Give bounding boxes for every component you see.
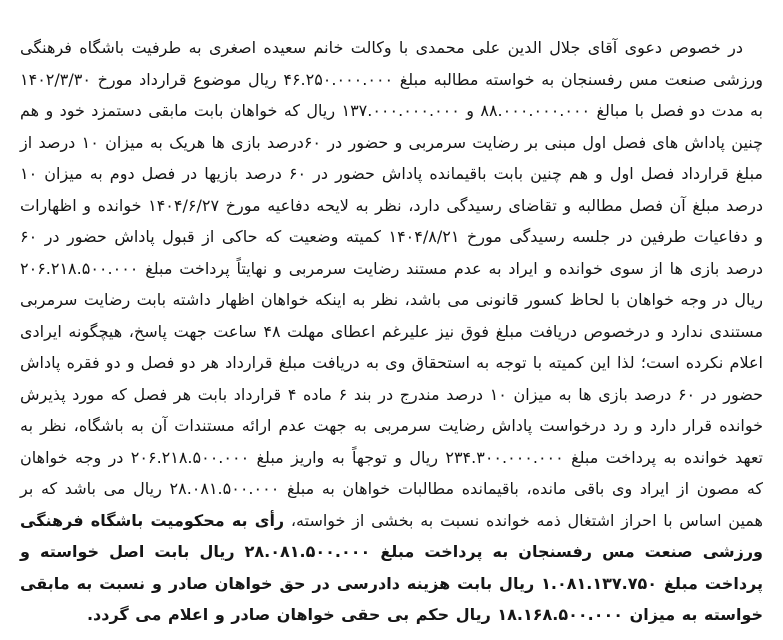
ruling-verdict-text: رأی به محکومیت باشگاه فرهنگی ورزشی صنعت مس رفسنجان به پرداخت مبلغ ۲۸.۰۸۱.۵۰۰.۰۰۰ ریال بابت اصل خواسته و پرداخت مبلغ ۱.۰۸۱.۱۳۷.۷۵۰ ریال بابت هزینه دادرسی در حق خواهان صادر و نسبت به مابقی خواسته به میزان ۱۸.۱۶۸.۵۰۰.۰۰۰ ریال حکم بی حقی خواهان صادر و اعلام می گردد. (20, 510, 763, 624)
ruling-body-text: در خصوص دعوی آقای جلال الدین علی محمدی با وکالت خانم سعیده اصغری به طرفیت باشگاه فرهنگی ورزشی صنعت مس رفسنجان به خواسته مطالبه مبلغ ۴۶.۲۵۰.۰۰۰.۰۰۰ ریال موضوع قرارداد مورخ ۱۴۰۲/۳/۳۰ به مدت دو فصل با مبالغ ۸۸.۰۰۰.۰۰۰.۰۰۰ و ۱۳۷.۰۰۰.۰۰۰.۰۰۰ ریال که خواهان بابت مابقی دستمزد خود و هم چنین پاداش های فصل اول مبنی بر رضایت سرمربی و حضور در ۶۰درصد بازی ها هریک به میزان ۱۰ درصد از مبلغ قرارداد فصل اول و هم چنین بابت باقیمانده پاداش حضور در ۶۰ درصد بازیها در فصل دوم به میزان ۱۰ درصد مبلغ آن فصل مطالبه و تقاضای رسیدگی دارد، نظر به لایحه دفاعیه مورخ ۱۴۰۴/۶/۲۷ خوانده و اظهارات و دفاعیات طرفین در جلسه رسیدگی مورخ ۱۴۰۴/۸/۲۱ کمیته وضعیت که حاکی از قبول پاداش حضور در ۶۰ درصد بازی ها از سوی خوانده و ایراد به عدم مستند رضایت سرمربی و نهایتاً پرداخت مبلغ ۲۰۶.۲۱۸.۵۰۰.۰۰۰ ریال در وجه خواهان با لحاظ کسور قانونی می باشد، نظر به اینکه خواهان اظهار داشته بابت رضایت سرمربی مستندی ندارد و درخصوص دریافت مبلغ فوق نیز علیرغم اعطای مهلت ۴۸ ساعت جهت پاسخ، هیچگونه ایرادی اعلام نکرده است؛ لذا این کمیته با توجه به استحقاق وی به دریافت مبلغ قرارداد هر دو فصل و دو فقره پاداش حضور در ۶۰ درصد بازی ها به میزان ۱۰ درصد مندرج در بند ۶ ماده ۴ قرارداد بابت هر فصل که مورد پذیرش خوانده قرار دارد و رد درخواست پاداش رضایت سرمربی به جهت عدم ارائه مستندات آن به باشگاه، نظر به تعهد خوانده به پرداخت مبلغ ۲۳۴.۳۰۰.۰۰۰.۰۰۰ ریال و توجهاً به واریز مبلغ ۲۰۶.۲۱۸.۵۰۰.۰۰۰ در وجه خواهان که مصون از ایراد وی باقی مانده، باقیمانده مطالبات خواهان به مبلغ ۲۸.۰۸۱.۵۰۰.۰۰۰ ریال می باشد که بر همین اساس با احراز اشتغال ذمه خوانده نسبت به بخشی از خواسته، (20, 38, 764, 530)
ruling-paragraph (20, 32, 763, 631)
